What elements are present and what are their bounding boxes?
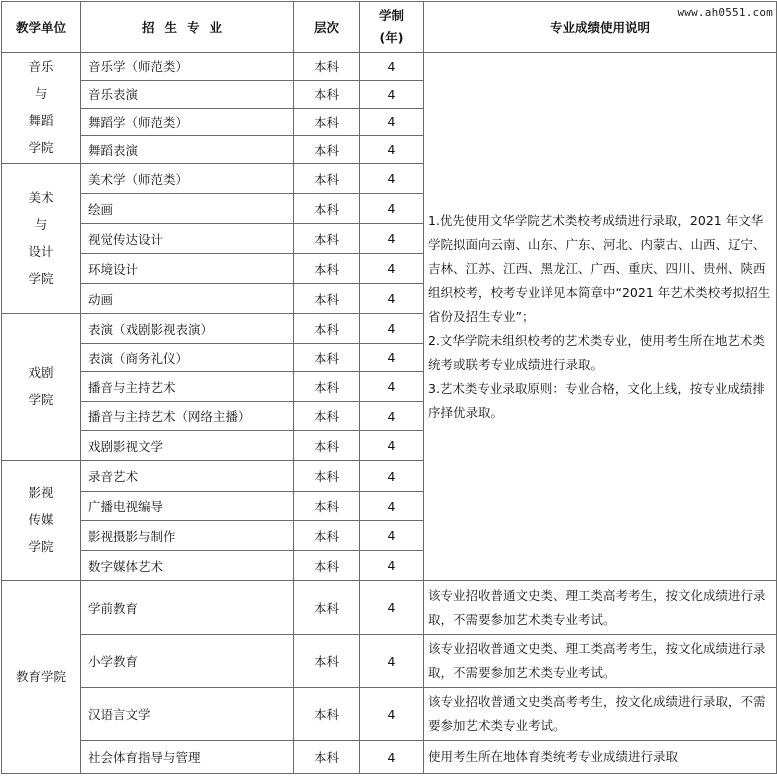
table-row [2,635,777,688]
years-cell: 4 [360,688,424,741]
table-row [2,688,777,741]
years-cell: 4 [360,314,424,344]
level-cell: 本科 [294,635,360,688]
years-cell: 4 [360,581,424,635]
table-row [2,53,777,81]
unit-name-line: 学院 [28,140,54,155]
header-years-line2: (年) [379,30,404,45]
header-unit: 教学单位 [2,2,81,53]
major-cell: 播音与主持艺术（网络主播） [81,402,294,431]
unit-name-line: 美术 [28,189,54,205]
unit-name-line: 学院 [28,392,54,407]
level-cell: 本科 [294,688,360,741]
major-cell: 动画 [81,284,294,314]
years-cell: 4 [360,402,424,431]
major-cell: 音乐表演 [81,80,294,108]
header-row [2,2,777,53]
years-cell: 4 [360,108,424,136]
unit-name-line: 舞蹈 [28,113,54,128]
major-cell: 影视摄影与制作 [81,521,294,551]
level-cell: 本科 [294,224,360,254]
level-cell: 本科 [294,551,360,581]
major-cell: 视觉传达设计 [81,224,294,254]
years-cell: 4 [360,431,424,461]
level-cell: 本科 [294,461,360,492]
level-cell: 本科 [294,284,360,314]
level-cell: 本科 [294,492,360,521]
level-cell: 本科 [294,581,360,635]
art-note-paragraph: 2.文华学院未组织校考的艺术类专业，使用考生所在地艺术类统考或联考专业成绩进行录取。 [428,332,765,372]
years-cell: 4 [360,372,424,402]
major-cell: 学前教育 [81,581,294,635]
level-cell: 本科 [294,194,360,224]
header-level: 层次 [294,2,360,53]
header-years [360,2,424,53]
unit-name-line: 戏剧 [28,365,54,380]
level-cell: 本科 [294,431,360,461]
major-cell: 音乐学（师范类） [81,53,294,81]
note-cell: 该专业招收普通文史类、理工类高考考生，按文化成绩进行录取，不需要参加艺术类专业考试。 [424,635,777,688]
table-row [2,741,777,774]
level-cell: 本科 [294,80,360,108]
admissions-table [1,1,777,774]
art-note-paragraph: 1.优先使用文华学院艺术类校考成绩进行录取，2021 年文华学院拟面向云南、山东、广东、河北、内蒙古、山西、辽宁、吉林、江苏、江西、黑龙江、广西、重庆、四川、贵州、陕西组织校考，校考专业详见本简章中“2021 年艺术类校考拟招生省份及招生专业”； [428,212,771,324]
unit-name-line: 与 [34,86,48,101]
unit-name-line: 学院 [28,539,54,554]
header-years-line1: 学制 [378,8,404,23]
major-cell: 广播电视编导 [81,492,294,521]
years-cell: 4 [360,521,424,551]
unit-name-line: 教育学院 [15,668,66,684]
years-cell: 4 [360,492,424,521]
unit-cell [2,314,81,461]
major-cell: 舞蹈学（师范类） [81,108,294,136]
table-row [2,581,777,635]
major-cell: 环境设计 [81,254,294,284]
years-cell: 4 [360,284,424,314]
level-cell: 本科 [294,314,360,344]
major-cell: 播音与主持艺术 [81,372,294,402]
note-cell: 该专业招收普通文史类、理工类高考考生，按文化成绩进行录取，不需要参加艺术类专业考试。 [424,581,777,635]
major-cell: 美术学（师范类） [81,164,294,194]
unit-name-line: 设计 [28,243,54,259]
years-cell: 4 [360,194,424,224]
years-cell: 4 [360,136,424,164]
level-cell: 本科 [294,108,360,136]
art-note-paragraph: 3.艺术类专业录取原则：专业合格，文化上线，按专业成绩排序择优录取。 [428,380,765,420]
level-cell: 本科 [294,372,360,402]
years-cell: 4 [360,344,424,372]
unit-cell [2,164,81,314]
unit-name-line: 影视 [28,485,54,500]
years-cell: 4 [360,635,424,688]
header-note: 专业成绩使用说明 [424,2,777,53]
level-cell: 本科 [294,344,360,372]
level-cell: 本科 [294,136,360,164]
years-cell: 4 [360,551,424,581]
major-cell: 表演（商务礼仪） [81,344,294,372]
unit-name-line: 与 [34,216,48,232]
unit-name-line: 学院 [28,270,54,286]
years-cell: 4 [360,164,424,194]
unit-cell [2,461,81,581]
major-cell: 汉语言文学 [81,688,294,741]
art-note-cell [424,53,777,581]
header-major: 招生专业 [81,2,294,53]
major-cell: 小学教育 [81,635,294,688]
years-cell: 4 [360,53,424,81]
level-cell: 本科 [294,53,360,81]
level-cell: 本科 [294,521,360,551]
major-cell: 戏剧影视文学 [81,431,294,461]
note-cell: 使用考生所在地体育类统考专业成绩进行录取 [424,741,777,774]
years-cell: 4 [360,461,424,492]
major-cell: 社会体育指导与管理 [81,741,294,774]
years-cell: 4 [360,254,424,284]
unit-cell [2,581,81,774]
years-cell: 4 [360,80,424,108]
unit-name-line: 音乐 [28,59,54,74]
major-cell: 绘画 [81,194,294,224]
level-cell: 本科 [294,254,360,284]
major-cell: 数字媒体艺术 [81,551,294,581]
level-cell: 本科 [294,402,360,431]
note-cell: 该专业招收普通文史类高考考生，按文化成绩进行录取，不需要参加艺术类专业考试。 [424,688,777,741]
years-cell: 4 [360,224,424,254]
major-cell: 舞蹈表演 [81,136,294,164]
major-cell: 表演（戏剧影视表演） [81,314,294,344]
watermark: www.ah0551.com [677,6,773,19]
major-cell: 录音艺术 [81,461,294,492]
years-cell: 4 [360,741,424,774]
unit-cell [2,53,81,164]
unit-name-line: 传媒 [28,512,54,527]
level-cell: 本科 [294,741,360,774]
level-cell: 本科 [294,164,360,194]
